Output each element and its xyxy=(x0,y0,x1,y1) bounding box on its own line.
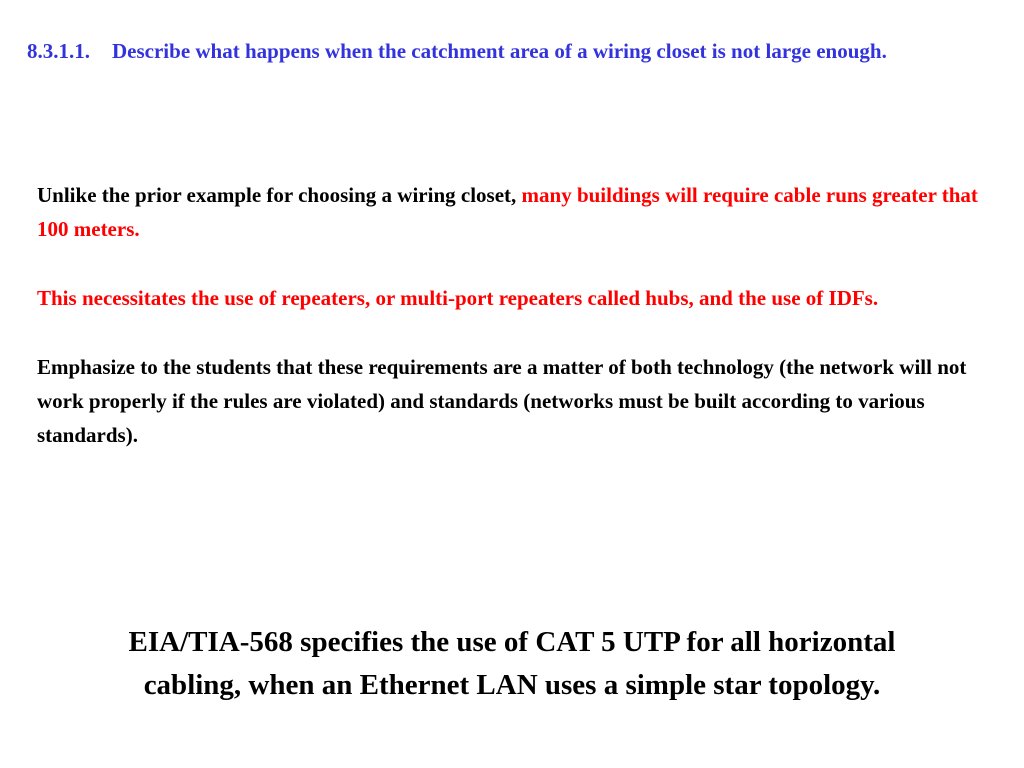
paragraph-1-text: Unlike the prior example for choosing a wiring closet, xyxy=(37,183,522,207)
paragraph-3: Emphasize to the students that these requirements are a matter of both technology (the network will not work properly if the rules are violated) and standards (networks must be built according to various standards). xyxy=(37,355,967,447)
footer-line-2: cabling, when an Ethernet LAN uses a simple star topology. xyxy=(143,669,881,701)
heading-title: Describe what happens when the catchment area of a wiring closet is not large enough. xyxy=(112,39,887,63)
footer-line-1: EIA/TIA-568 specifies the use of CAT 5 UTP for all horizontal xyxy=(128,626,896,658)
section-number: 8.3.1.1. xyxy=(27,39,90,63)
paragraph-2: This necessitates the use of repeaters, or multi-port repeaters called hubs, and the use of IDFs. xyxy=(37,286,879,310)
paragraph-1-emphasis: many buildings will require cable runs greater that 100 meters. xyxy=(37,183,978,241)
paragraph-1 xyxy=(37,178,997,246)
slide-footer-note xyxy=(0,621,1024,707)
slide-body xyxy=(37,178,997,487)
slide-heading xyxy=(27,31,987,71)
